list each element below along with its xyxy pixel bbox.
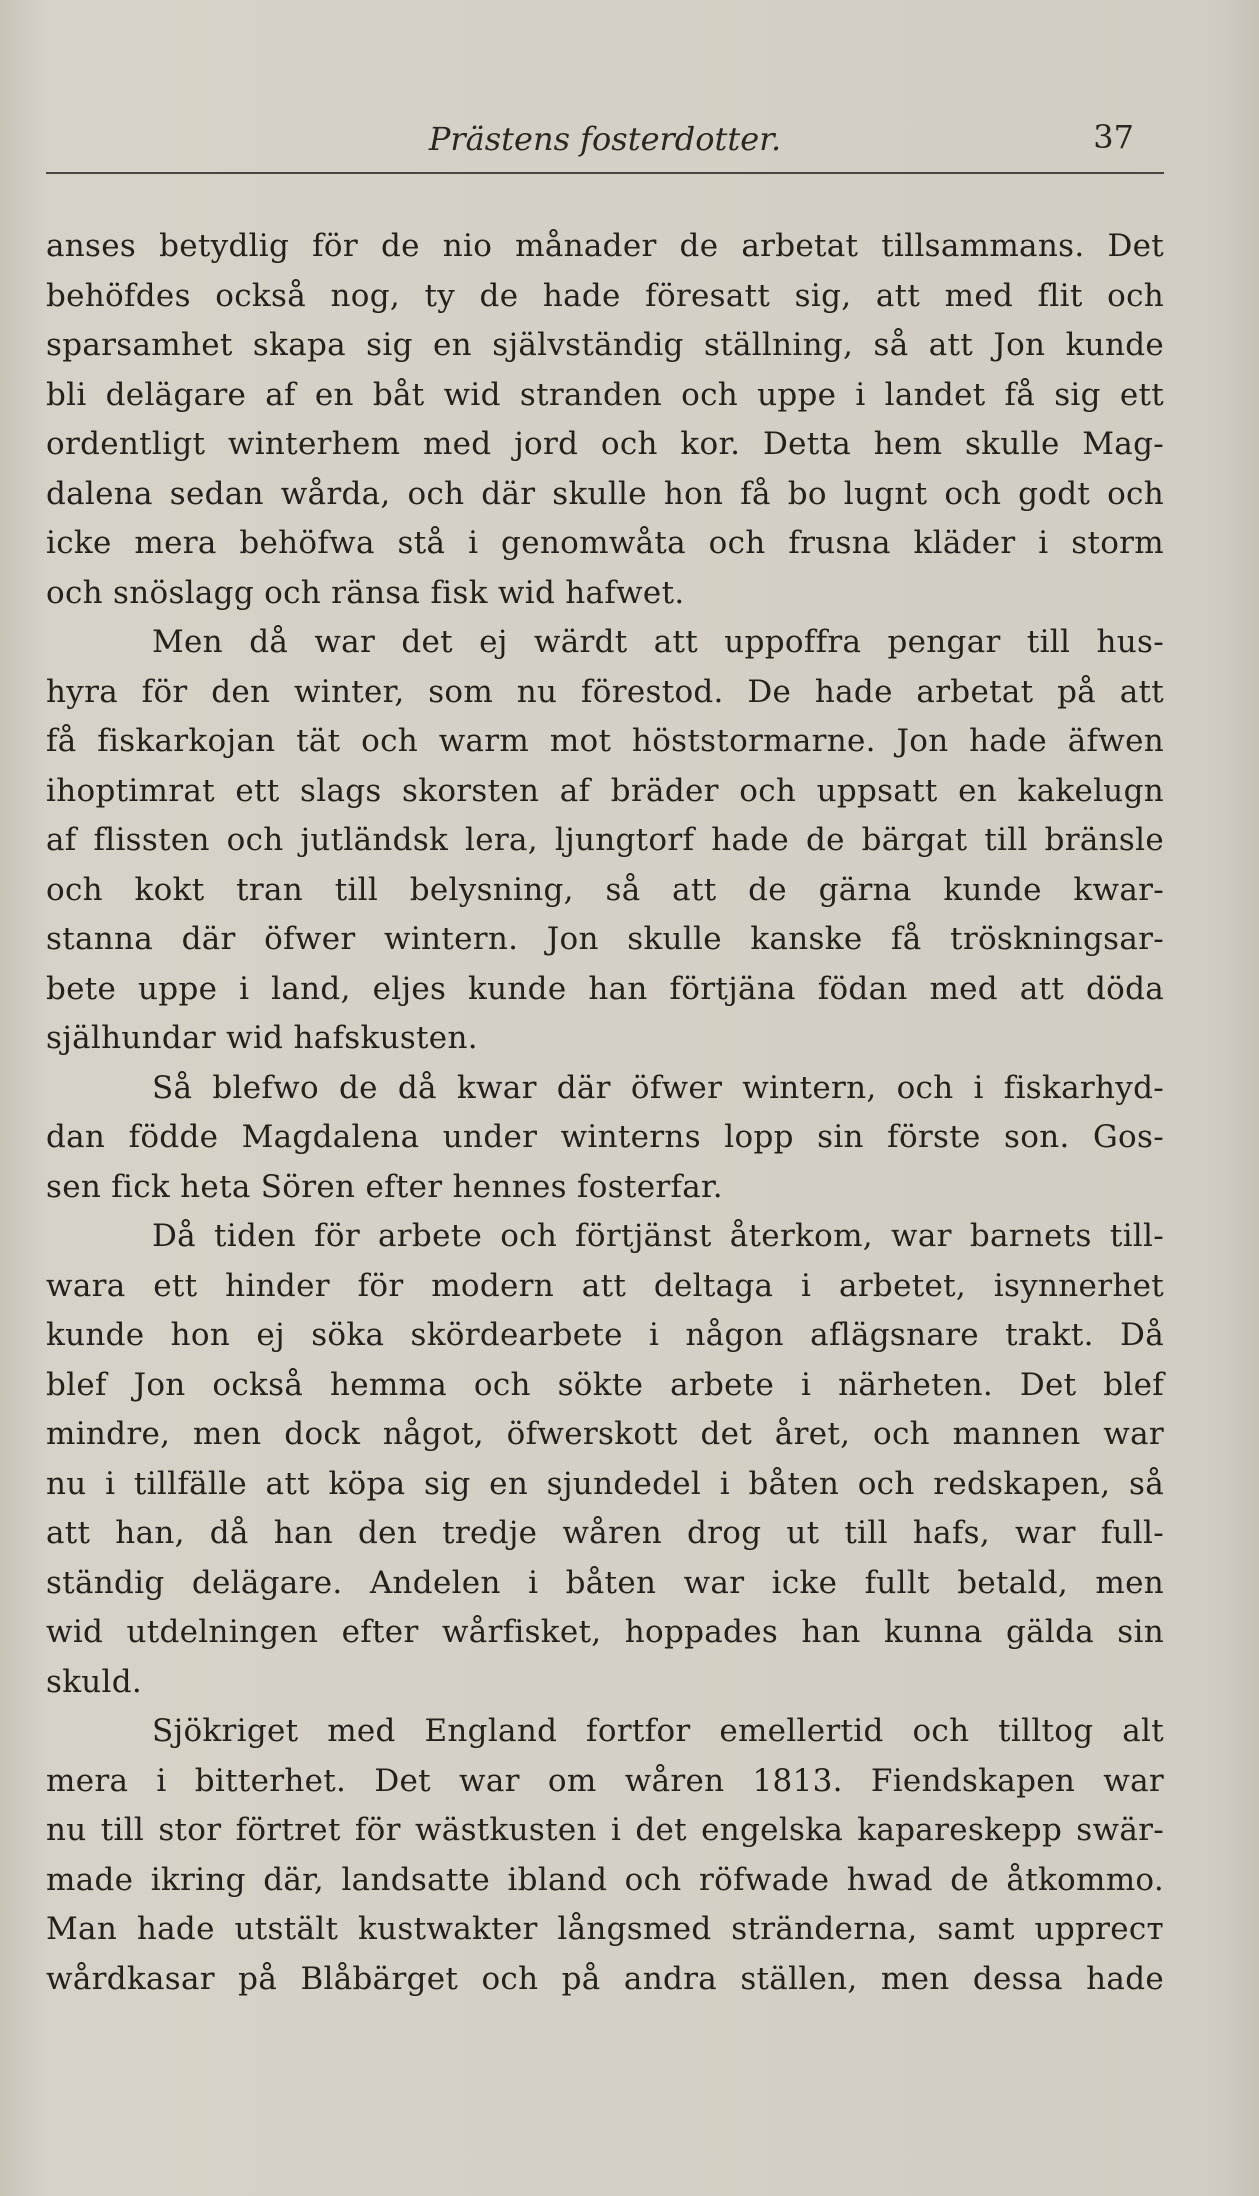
text-line: att han, då han den tredje wåren drog ut till hafs, war full-	[46, 1515, 1164, 1551]
text-line: wara ett hinder för modern att deltaga i arbetet, isynnerhet	[46, 1267, 1164, 1304]
text-line: blef Jon också hemma och sökte arbete i närheten. Det blef	[46, 1366, 1164, 1403]
text-line: sparsamhet skapa sig en självständig ställning, så att Jon kunde	[46, 327, 1164, 363]
text-line: Då tiden för arbete och förtjänst återkom, war barnets till-	[152, 1218, 1164, 1254]
header-rule	[46, 172, 1164, 174]
text-line: Så blefwo de då kwar där öfwer wintern, och i fiskarhyd-	[152, 1069, 1164, 1106]
page-number: 37	[1093, 118, 1134, 156]
text-line: Sjökriget med England fortfor emellertid och tilltog alt	[152, 1713, 1164, 1749]
text-line: stanna där öfwer wintern. Jon skulle kanske få tröskningsar-	[46, 921, 1164, 957]
text-line: made ikring där, landsatte ibland och röfwade hwad de åtkommo.	[46, 1861, 1164, 1898]
text-line: ordentligt winterhem med jord och kor. Detta hem skulle Mag-	[46, 426, 1164, 462]
text-line: af flissten och jutländsk lera, ljungtorf hade de bärgat till bränsle	[46, 822, 1164, 858]
body-text	[46, 222, 1164, 2004]
running-title: Prästens fosterdotter.	[428, 120, 782, 158]
text-line: bete uppe i land, eljes kunde han förtjäna födan med att döda	[46, 970, 1164, 1007]
text-line: kunde hon ej söka skördearbete i någon aflägsnare trakt. Då	[46, 1317, 1164, 1353]
text-line: mera i bitterhet. Det war om wåren 1813. Fiendskapen war	[46, 1762, 1164, 1799]
text-line: wid utdelningen efter wårfisket, hoppades han kunna gälda sin	[46, 1614, 1164, 1650]
page-header	[46, 112, 1164, 174]
text-line: behöfdes också nog, ty de hade föresatt sig, att med flit och	[46, 277, 1164, 314]
text-line: skuld.	[46, 1663, 143, 1700]
text-line: nu i tillfälle att köpa sig en sjundedel i båten och redskapen, så	[46, 1465, 1164, 1502]
text-line: bli delägare af en båt wid stranden och uppe i landet få sig ett	[46, 376, 1164, 413]
text-line: anses betydlig för de nio månader de arbetat tillsammans. Det	[46, 228, 1164, 264]
text-line: ständig delägare. Andelen i båten war icke fullt betald, men	[46, 1564, 1164, 1601]
text-line: hyra för den winter, som nu förestod. De hade arbetat på att	[46, 673, 1164, 710]
text-line: Men då war det ej wärdt att uppoffra pengar till hus-	[152, 624, 1164, 660]
text-line: mindre, men dock något, öfwerskott det året, och mannen war	[46, 1416, 1164, 1452]
text-line: få fiskarkojan tät och warm mot höststormarne. Jon hade äfwen	[46, 723, 1164, 759]
text-line: Man hade utstält kustwakter långsmed stränderna, samt uppreст	[46, 1911, 1164, 1947]
text-line: icke mera behöfwa stå i genomwåta och frusna kläder i storm	[46, 525, 1164, 561]
text-line: nu till stor förtret för wästkusten i det engelska kapareskepp swär-	[46, 1812, 1164, 1848]
text-line: sen fick heta Sören efter hennes fosterfar.	[46, 1168, 723, 1205]
text-line: och kokt tran till belysning, så att de gärna kunde kwar-	[46, 871, 1164, 908]
text-line: och snöslagg och ränsa fisk wid hafwet.	[46, 574, 685, 611]
text-line: wårdkasar på Blåbärget och på andra ställen, men dessa hade	[46, 1960, 1164, 1997]
text-line: dalena sedan wårda, och där skulle hon få bo lugnt och godt och	[46, 475, 1164, 512]
text-line: dan födde Magdalena under winterns lopp sin förste son. Gos-	[46, 1119, 1164, 1155]
text-line: själhundar wid hafskusten.	[46, 1020, 478, 1056]
text-line: ihoptimrat ett slags skorsten af bräder och uppsatt en kakelugn	[46, 772, 1164, 809]
